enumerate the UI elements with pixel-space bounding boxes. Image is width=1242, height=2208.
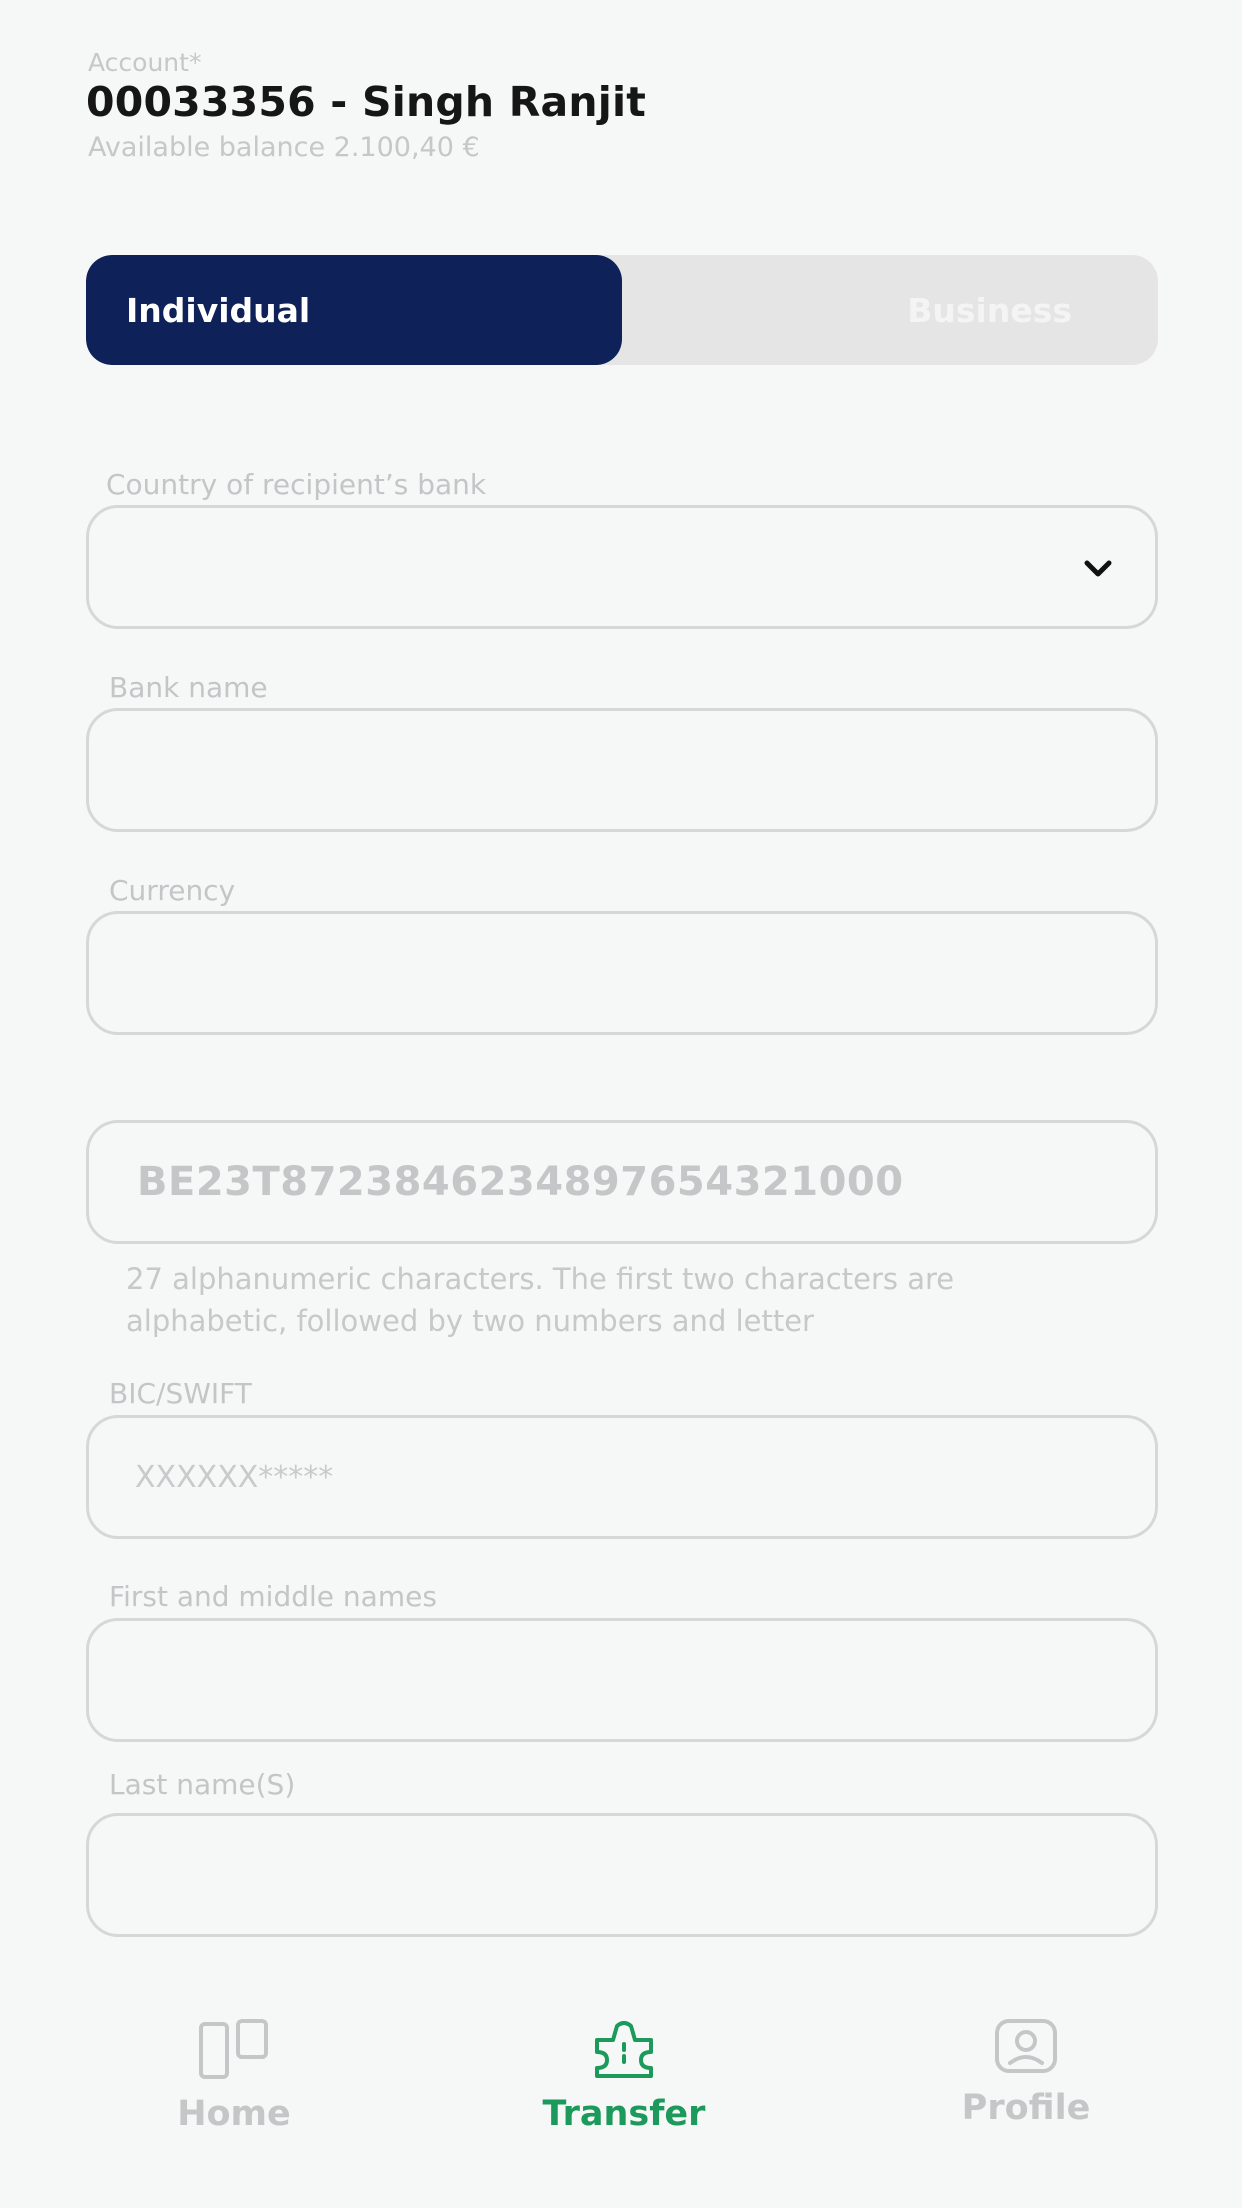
- nav-profile[interactable]: [926, 2018, 1126, 2128]
- available-balance: Available balance 2.100,40 €: [88, 132, 480, 163]
- transfer-icon: [589, 2018, 659, 2080]
- last-name-label: Last name(S): [109, 1768, 296, 1801]
- first-names-label: First and middle names: [109, 1580, 437, 1613]
- iban-hint: 27 alphanumeric characters. The first two characters are alphabetic, followed by two numbers and letter: [126, 1262, 955, 1338]
- business-tab[interactable]: Business: [907, 290, 1072, 330]
- currency-field[interactable]: [86, 911, 1158, 1035]
- last-name-field[interactable]: [86, 1813, 1158, 1937]
- nav-home[interactable]: [134, 2018, 334, 2134]
- profile-icon: [994, 2018, 1058, 2074]
- bank-name-field[interactable]: [86, 708, 1158, 832]
- home-icon: [198, 2018, 270, 2080]
- bic-field[interactable]: [86, 1415, 1158, 1539]
- nav-transfer[interactable]: [524, 2018, 724, 2134]
- bank-name-label: Bank name: [109, 671, 268, 704]
- first-names-field[interactable]: [86, 1618, 1158, 1742]
- iban-placeholder: BE23T872384623489765432100​0: [137, 1159, 904, 1205]
- bic-label: BIC/SWIFT: [109, 1377, 252, 1410]
- account-label: Account*: [88, 48, 202, 77]
- iban-field[interactable]: [86, 1120, 1158, 1244]
- nav-home-label: Home: [177, 2094, 291, 2134]
- currency-label: Currency: [109, 874, 236, 907]
- individual-tab[interactable]: Individual: [86, 255, 622, 365]
- nav-transfer-label: Transfer: [542, 2094, 706, 2134]
- country-select[interactable]: [86, 505, 1158, 629]
- account-selector[interactable]: 00033356 - Singh Ranjit: [86, 78, 647, 126]
- country-label: Country of recipient’s bank: [106, 468, 487, 501]
- recipient-type-toggle: [86, 255, 1158, 365]
- bic-placeholder: XXXXXX*****: [135, 1459, 334, 1495]
- nav-profile-label: Profile: [961, 2088, 1091, 2128]
- chevron-down-icon: [1081, 552, 1115, 586]
